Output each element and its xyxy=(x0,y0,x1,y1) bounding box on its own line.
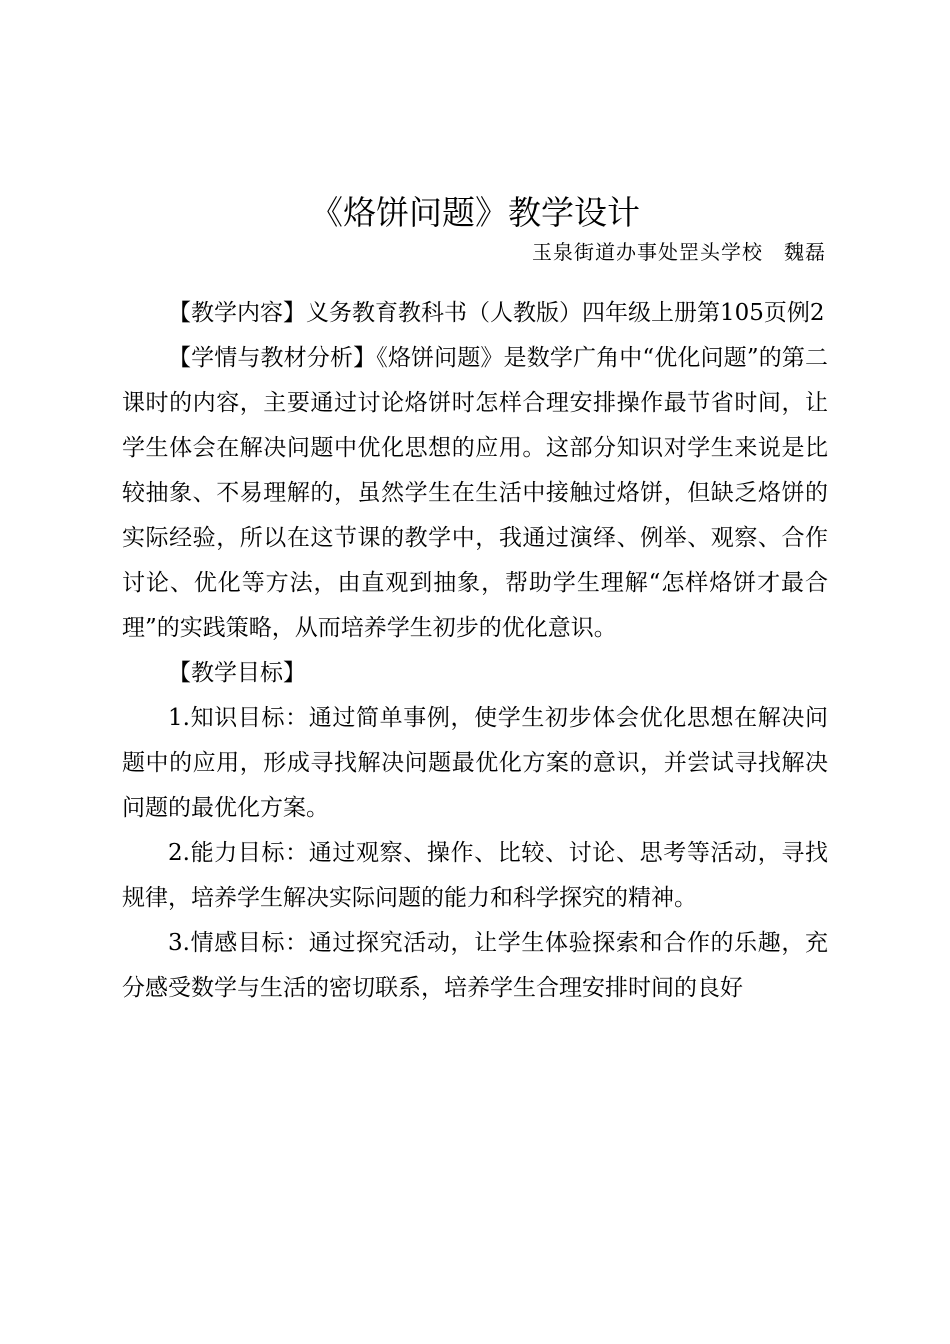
document-body xyxy=(122,291,828,1011)
paragraph-teaching-content: 【教学内容】义务教育教科书（人教版）四年级上册第105页例2 xyxy=(168,300,825,326)
paragraph-objectives-heading: 【教学目标】 xyxy=(168,660,306,686)
author-line: 玉泉街道办事处罡头学校 魏磊 xyxy=(532,240,826,264)
paragraph-analysis: 【学情与教材分析】《烙饼问题》是数学广角中“优化问题”的第二课时的内容，主要通过讨论烙饼时怎样合理安排操作最节省时间，让学生体会在解决问题中优化思想的应用。这部分知识对学生来说是比较抽象、不易理解的，虽然学生在生活中接触过烙饼，但缺乏烙饼的实际经验，所以在这节课的教学中，我通过演绎、例举、观察、合作讨论、优化等方法，由直观到抽象，帮助学生理解“怎样烙饼才最合理”的实践策略，从而培养学生初步的优化意识。 xyxy=(122,345,828,641)
paragraph-knowledge-objective: 1.知识目标：通过简单事例，使学生初步体会优化思想在解决问题中的应用，形成寻找解决问题最优化方案的意识，并尝试寻找解决问题的最优化方案。 xyxy=(122,705,828,821)
paragraph-emotion-objective: 3.情感目标：通过探究活动，让学生体验探索和合作的乐趣，充分感受数学与生活的密切联系，培养学生合理安排时间的良好 xyxy=(122,930,828,1001)
document-title: 《烙饼问题》教学设计 xyxy=(310,193,640,232)
paragraph-ability-objective: 2.能力目标：通过观察、操作、比较、讨论、思考等活动，寻找规律，培养学生解决实际问题的能力和科学探究的精神。 xyxy=(122,840,828,911)
